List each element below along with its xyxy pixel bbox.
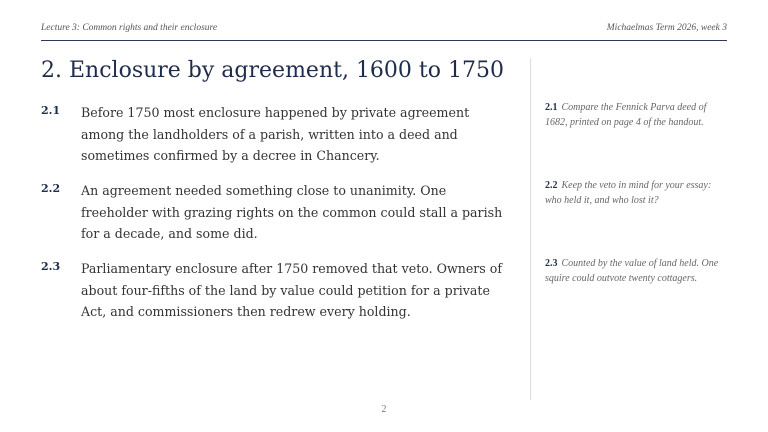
note-number: 2.2 — [545, 180, 558, 191]
slide-header — [41, 20, 727, 41]
point-text: Before 1750 most enclosure happened by private agreement among the landholders of a parish, written into a deed and sometimes confirmed by a decree in Chancery. — [81, 105, 470, 163]
point-number: 2.3 — [41, 260, 61, 273]
side-note-2-1 — [545, 101, 730, 130]
point-2-1 — [41, 102, 511, 167]
point-number: 2.2 — [41, 182, 61, 195]
note-text: Keep the veto in mind for your essay: who held it, and who lost it? — [545, 180, 712, 206]
column-divider — [530, 58, 531, 400]
point-number: 2.1 — [41, 104, 61, 117]
note-number: 2.3 — [545, 258, 558, 269]
term-label: Michaelmas Term 2026, week 3 — [606, 23, 727, 33]
note-text: Compare the Fennick Parva deed of 1682, printed on page 4 of the handout. — [545, 102, 707, 128]
side-note-2-3 — [545, 257, 730, 286]
note-number: 2.1 — [545, 102, 558, 113]
lecture-title: Lecture 3: Common rights and their enclosure — [41, 23, 218, 33]
side-note-2-2 — [545, 179, 730, 208]
point-2-2 — [41, 180, 511, 245]
note-text: Counted by the value of land held. One squire could outvote twenty cottagers. — [545, 258, 719, 284]
point-text: An agreement needed something close to unanimity. One freeholder with grazing rights on the common could stall a parish for a decade, and some did. — [81, 183, 503, 241]
point-2-3 — [41, 258, 511, 323]
point-text: Parliamentary enclosure after 1750 removed that veto. Owners of about four-fifths of the land by value could petition for a private Act, and commissioners then redrew every holding. — [81, 261, 503, 319]
slide-title: 2. Enclosure by agreement, 1600 to 1750 — [41, 58, 504, 83]
page-number: 2 — [381, 404, 387, 415]
